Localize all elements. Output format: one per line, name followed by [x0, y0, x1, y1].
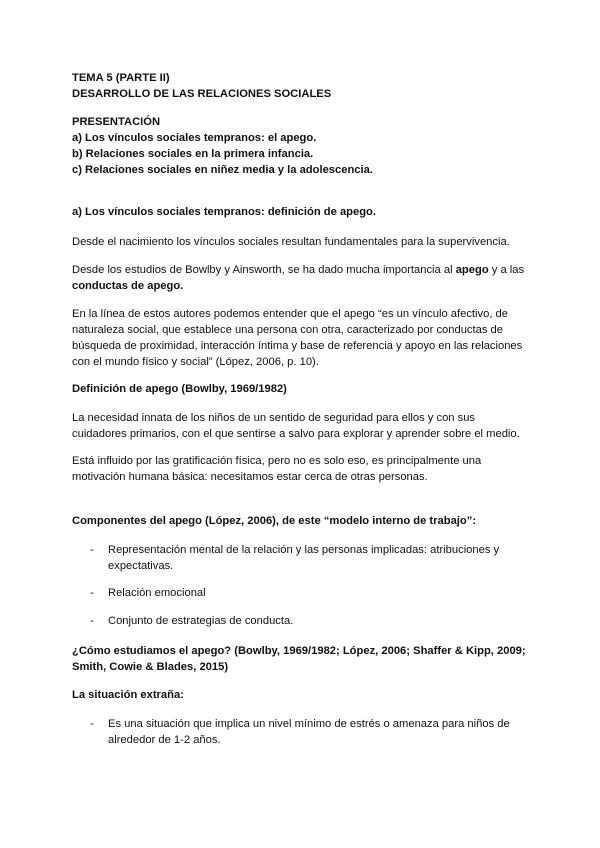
list-item	[72, 585, 528, 601]
situacion-extrana-heading: La situación extraña:	[72, 689, 184, 701]
definicion-paragraph-1: La necesidad innata de los niños de un sentido de seguridad para ellos y con sus cuidadores primarios, con el que sentirse a salvo para explorar y aprender sobre el medio.	[72, 412, 520, 440]
definicion-paragraph-2: Está influido por las gratificación física, pero no es solo eso, es principalmente una motivación humana básica: necesitamos estar cerca de otras personas.	[72, 455, 482, 483]
componentes-item-1: Representación mental de la relación y las personas implicadas: atribuciones y expectativas.	[108, 544, 500, 572]
list-dash: -	[90, 587, 94, 599]
componentes-heading: Componentes del apego (López, 2006), de este “modelo interno de trabajo”:	[72, 515, 477, 527]
situacion-item-1: Es una situación que implica un nivel mínimo de estrés o amenaza para niños de alrededor de 1-2 años.	[108, 718, 510, 746]
list-item	[72, 542, 528, 574]
list-item	[72, 613, 528, 629]
presentacion-item-a: a) Los vínculos sociales tempranos: el apego.	[72, 132, 317, 144]
section-a-paragraph-2	[72, 262, 528, 294]
componentes-item-3: Conjunto de estrategias de conducta.	[108, 615, 294, 627]
title-block	[72, 70, 528, 102]
title-line-1: TEMA 5 (PARTE II)	[72, 72, 170, 84]
presentacion-block	[72, 114, 528, 178]
presentacion-heading: PRESENTACIÓN	[72, 116, 161, 128]
definicion-heading: Definición de apego (Bowlby, 1969/1982)	[72, 383, 287, 395]
p2-text-mid: y a las	[488, 264, 525, 276]
p2-bold-apego: apego	[455, 264, 489, 276]
presentacion-item-c: c) Relaciones sociales en niñez media y la adolescencia.	[72, 164, 373, 176]
list-dash: -	[90, 544, 94, 556]
section-a-paragraph-1: Desde el nacimiento los vínculos sociales resultan fundamentales para la supervivencia.	[72, 236, 510, 248]
list-dash: -	[90, 718, 94, 730]
p2-text-pre: Desde los estudios de Bowlby y Ainsworth, se ha dado mucha importancia al	[72, 264, 456, 276]
section-a-paragraph-3: En la línea de estos autores podemos entender que el apego “es un vínculo afectivo, de naturaleza social, que establece una persona con otra, caracterizado por conductas de búsqueda de proximidad, interacción íntima y base de referencia y apoyo en las relaciones con el mundo físico y social” (López, 2006, p. 10).	[72, 308, 523, 368]
presentacion-item-b: b) Relaciones sociales en la primera infancia.	[72, 148, 314, 160]
list-item	[72, 716, 528, 748]
section-a-heading: a) Los vínculos sociales tempranos: definición de apego.	[72, 206, 376, 218]
list-dash: -	[90, 615, 94, 627]
componentes-item-2: Relación emocional	[108, 587, 206, 599]
estudio-heading: ¿Cómo estudiamos el apego? (Bowlby, 1969/1982; López, 2006; Shaffer & Kipp, 2009; Smith, Cowie & Blades, 2015)	[72, 645, 526, 673]
p2-bold-conductas: conductas de apego.	[72, 280, 184, 292]
title-line-2: DESARROLLO DE LAS RELACIONES SOCIALES	[72, 88, 332, 100]
